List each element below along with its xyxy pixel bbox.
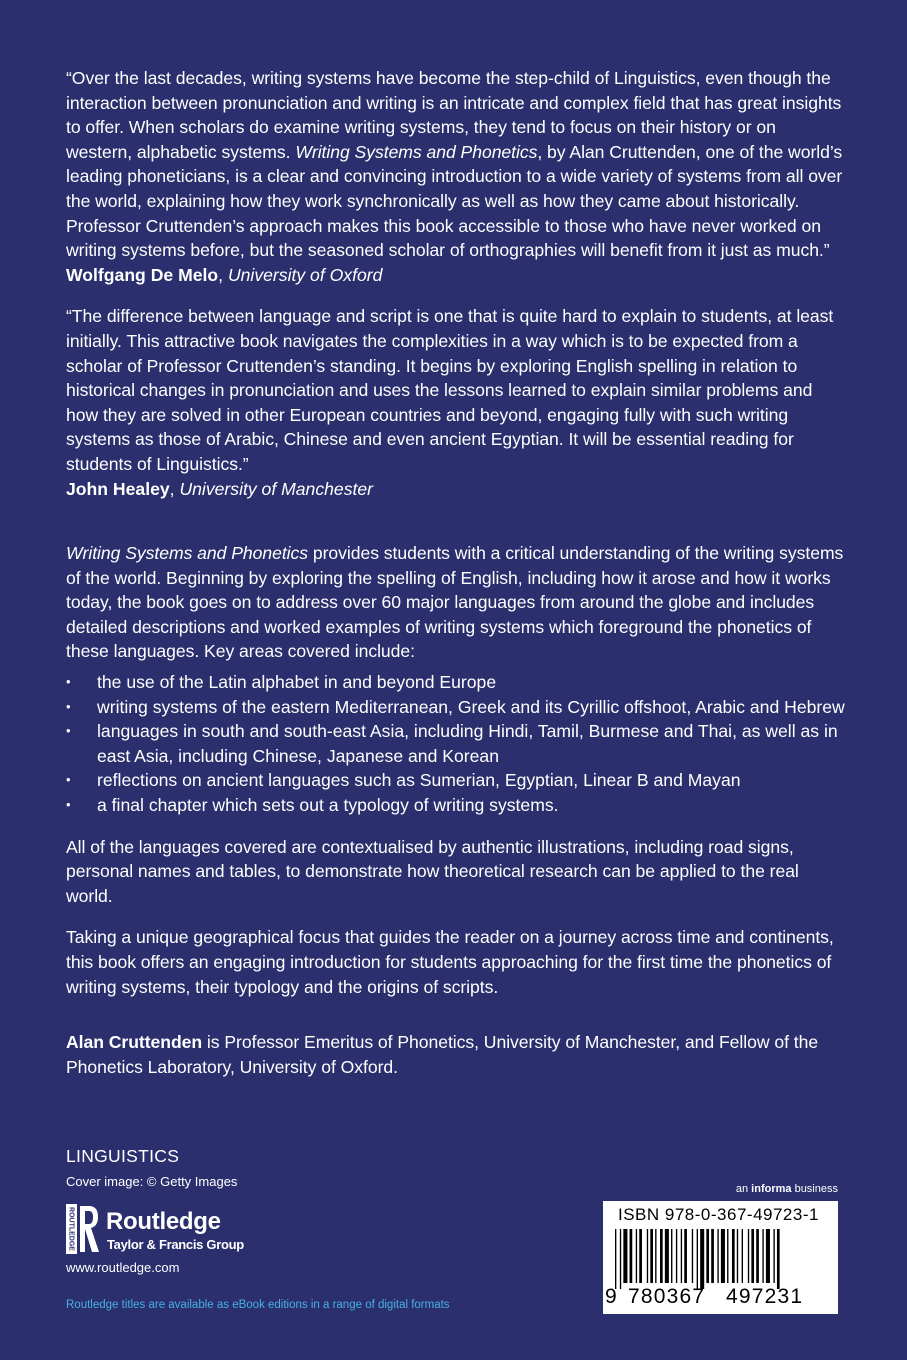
endorsement-attribution: Wolfgang De Melo, University of Oxford [66, 264, 383, 285]
isbn-text: ISBN 978-0-367-49723-1 [618, 1205, 819, 1224]
endorser-affiliation: University of Oxford [227, 264, 383, 285]
informa-brand: informa [751, 1183, 792, 1195]
routledge-logo-icon [66, 1204, 100, 1254]
barcode-bar [737, 1229, 738, 1283]
barcode-bar [751, 1229, 754, 1283]
informa-prefix: an [735, 1183, 752, 1195]
barcode-bar [762, 1229, 763, 1283]
barcode-first-digit: 9 [605, 1285, 618, 1308]
barcode-bar [706, 1229, 709, 1283]
barcode-bar [727, 1229, 728, 1283]
barcode-bar [684, 1229, 687, 1283]
back-cover-text [66, 66, 846, 1079]
list-item: • languages in south and south-east Asia, including Hindi, Tamil, Burmese and Thai, as well as in east Asia, including Chinese, Japanese and Korean [66, 719, 846, 768]
description-paragraph: All of the languages covered are contextualised by authentic illustrations, including road signs, personal names and tables, to demonstrate how theoretical research can be applied to the real world. [66, 836, 799, 906]
publisher-name: Routledge [106, 1208, 221, 1235]
key-areas-list [66, 670, 846, 818]
endorsement-quote [66, 66, 846, 263]
barcode-bar [748, 1229, 749, 1283]
barcode-bar [620, 1229, 621, 1289]
barcode-bar [630, 1229, 633, 1283]
cover-credit: Cover image: © Getty Images [66, 1174, 238, 1189]
barcode-bar [650, 1229, 653, 1283]
svg-text:ROUTLEDGE: ROUTLEDGE [67, 1207, 75, 1251]
barcode-bar [711, 1229, 714, 1283]
barcode-bar [660, 1229, 663, 1283]
barcode-bar [676, 1229, 677, 1283]
barcode-bar [766, 1229, 770, 1283]
barcode-bar [742, 1229, 743, 1283]
endorsement-quote: “The difference between language and script is one that is quite hard to explain to students, at least initially. This attractive book navigates the complexities in a way which is to be expected from a scholar of Professor Cruttenden’s standing. It begins by exploring English spelling in relation to historical changes in pronunciation and uses the lessons learned to explain similar problems and how they are solved in other European countries and beyond, engaging fully with such writing systems as those of Arabic, Chinese and even ancient Egyptian. It will be essential reading for students of Linguistics.” [66, 306, 834, 474]
barcode-bar [692, 1229, 693, 1283]
author-name: Alan Cruttenden [66, 1032, 203, 1053]
endorsement-attribution: John Healey, University of Manchester [66, 478, 374, 499]
ebook-note: Routledge titles are available as eBook editions in a range of digital formats [66, 1299, 450, 1311]
barcode-bar [639, 1229, 642, 1283]
description-intro [66, 541, 846, 664]
book-title-italic: Writing Systems and Phonetics [66, 543, 309, 564]
barcode-bar [681, 1229, 682, 1283]
description-paragraph: Taking a unique geographical focus that guides the reader on a journey across time and continents, this book offers an engaging introduction for students approaching for the first time the phonetics of writing systems, their typology and the origins of scripts. [66, 927, 834, 997]
barcode-digit-group-1: 780367 [628, 1285, 706, 1308]
publisher-website: www.routledge.com [66, 1260, 180, 1275]
barcode-bar [773, 1229, 774, 1283]
barcode-bar [636, 1229, 637, 1283]
endorser-name: Wolfgang De Melo [66, 264, 219, 285]
list-item: • the use of the Latin alphabet in and beyond Europe [66, 670, 846, 695]
barcode-bar [615, 1229, 616, 1289]
barcode-bar [655, 1229, 656, 1283]
informa-suffix: business [791, 1183, 838, 1195]
barcode-bar [671, 1229, 672, 1283]
barcode-digit-group-2: 497231 [726, 1285, 804, 1308]
barcode-bar [647, 1229, 648, 1283]
subject-category: LINGUISTICS [66, 1146, 180, 1166]
intro-text: provides students with a critical understanding of the writing systems of the world. Beginning by exploring the spelling of English, including how it arose and how it works today, the book goes on to address over 60 major languages from around the globe and includes detailed descriptions and worked examples of writing systems which foreground the phonetics of these languages. Key areas covered include: [66, 543, 844, 662]
barcode-bar [777, 1229, 780, 1289]
endorser-name: John Healey [66, 478, 170, 499]
barcode-bars [615, 1229, 827, 1289]
list-item: • a final chapter which sets out a typology of writing systems. [66, 793, 846, 818]
routledge-logo [66, 1204, 256, 1254]
endorser-affiliation: University of Manchester [179, 478, 374, 499]
author-bio [66, 1030, 846, 1079]
barcode-bar [700, 1229, 704, 1289]
barcode-bar [623, 1229, 627, 1283]
endorsement-1 [66, 66, 846, 287]
endorsement-2 [66, 304, 846, 501]
barcode-bar [756, 1229, 759, 1283]
informa-business-mark [736, 1183, 838, 1195]
list-item: • reflections on ancient languages such as Sumerian, Egyptian, Linear B and Mayan [66, 768, 846, 793]
quote-text: , by Alan Cruttenden, one of the world’s leading phoneticians, is a clear and convincing introduction to a wide variety of systems from all over the world, explaining how they work synchronically as well as how they came about historically. Professor Cruttenden’s approach makes this book accessible to those who have never worked on writing systems before, but the seasoned scholar of orthographies will benefit from it just as much.” [66, 141, 843, 261]
barcode-bar [717, 1229, 718, 1283]
author-bio-text: is Professor Emeritus of Phonetics, University of Manchester, and Fellow of the Phonetics Laboratory, University of Oxford. [66, 1032, 819, 1077]
list-item: • writing systems of the eastern Mediterranean, Greek and its Cyrillic offshoot, Arabic and Hebrew [66, 695, 846, 720]
quote-text: “Over the last decades, writing systems have become the step-child of Linguistics, even though the interaction between pronunciation and writing is an intricate and complex field that has great insights to offer. When scholars do examine writing systems, they tend to focus on their history or on western, alphabetic systems. [66, 68, 842, 162]
barcode-bar [665, 1229, 669, 1283]
barcode-bar [697, 1229, 698, 1289]
barcode-bar [732, 1229, 735, 1283]
publisher-group: Taylor & Francis Group [107, 1237, 244, 1252]
book-title-italic: Writing Systems and Phonetics [295, 141, 538, 162]
barcode-bar [721, 1229, 725, 1283]
isbn-barcode [603, 1201, 838, 1314]
